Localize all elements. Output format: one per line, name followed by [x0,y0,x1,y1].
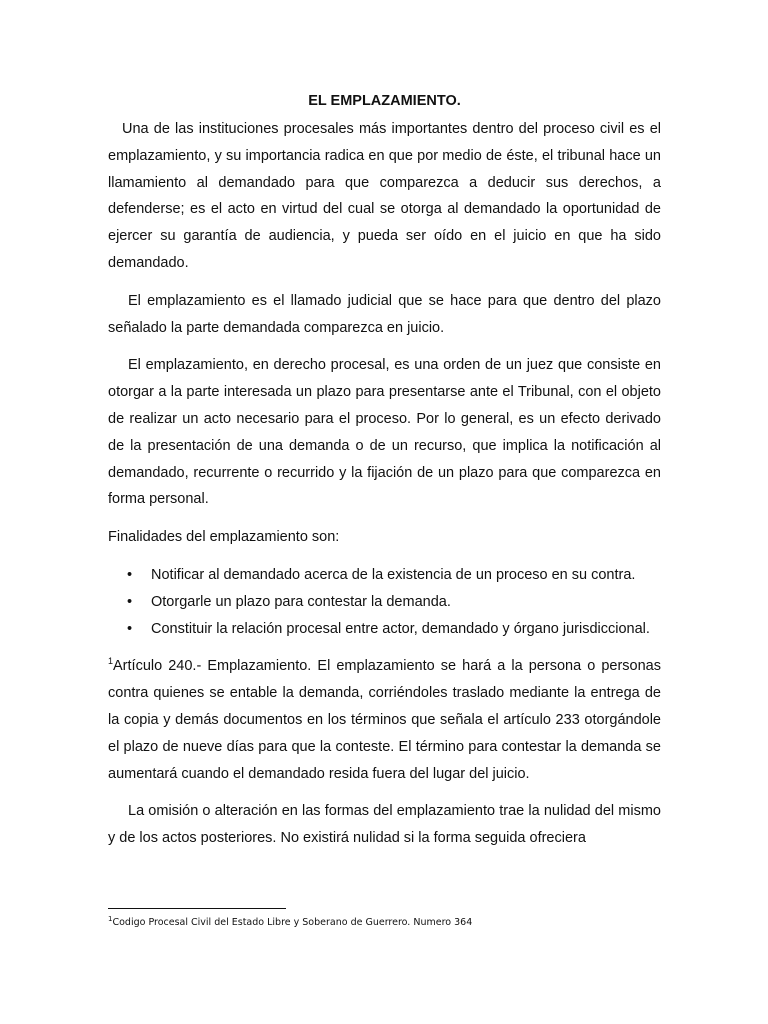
list-item [108,562,661,589]
list-item [108,616,661,643]
paragraph-purposes-heading: Finalidades del emplazamiento son: [108,529,340,546]
paragraph-article-240 [108,653,661,787]
paragraph-nullity: La omisión o alteración en las formas del emplazamiento trae la nulidad del mismo y de los actos posteriores. No existirá nulidad si la forma seguida ofreciera [108,803,661,847]
list-item-text: Notificar al demandado acerca de la existencia de un proceso en su contra. [151,566,636,583]
purposes-list [108,562,661,642]
document-title: EL EMPLAZAMIENTO. [308,93,461,109]
footnote [108,916,668,930]
footnote-reference[interactable]: 1 [108,656,114,667]
document-body [108,88,661,852]
footnote-text: Codigo Procesal Civil del Estado Libre y Soberano de Guerrero. Numero 364 [112,917,473,928]
footnote-marker: 1 [108,914,113,923]
list-item-text: Constituir la relación procesal entre actor, demandado y órgano jurisdiccional. [151,620,650,637]
article-240-text: Artículo 240.- Emplazamiento. El emplazamiento se hará a la persona o personas contra quienes se entable la demanda, corriéndoles traslado mediante la entrega de la copia y demás documentos en los términos que señala el artículo 233 otorgándole el plazo de nueve días para que la conteste. El término para contestar la demanda se aumentará cuando el demandado resida fuera del lugar del juicio. [108,658,661,782]
paragraph-definition: El emplazamiento es el llamado judicial que se hace para que dentro del plazo señalado la parte demandada comparezca en juicio. [108,292,661,336]
list-item-text: Otorgarle un plazo para contestar la demanda. [151,593,451,610]
list-item [108,589,661,616]
bullet-icon: • [127,620,133,637]
paragraph-intro: Una de las instituciones procesales más importantes dentro del proceso civil es el emplazamiento, y su importancia radica en que por medio de éste, el tribunal hace un llamamiento al demandado para que comparezca a deducir sus derechos, a defenderse; es el acto en virtud del cual se otorga al demandado la oportunidad de ejercer su garantía de audiencia, y pueda ser oído en el juicio en que ha sido demandado. [108,121,661,271]
bullet-icon: • [127,566,133,583]
footnote-separator [108,908,286,909]
paragraph-procedural-law: El emplazamiento, en derecho procesal, es una orden de un juez que consiste en otorgar a la parte interesada un plazo para presentarse ante el Tribunal, con el objeto de realizar un acto necesario para el proceso. Por lo general, es un efecto derivado de la presentación de una demanda o de un recurso, que implica la notificación al demandado, recurrente o recurrido y la fijación de un plazo para que comparezca en forma personal. [108,357,661,508]
bullet-icon: • [127,593,133,610]
